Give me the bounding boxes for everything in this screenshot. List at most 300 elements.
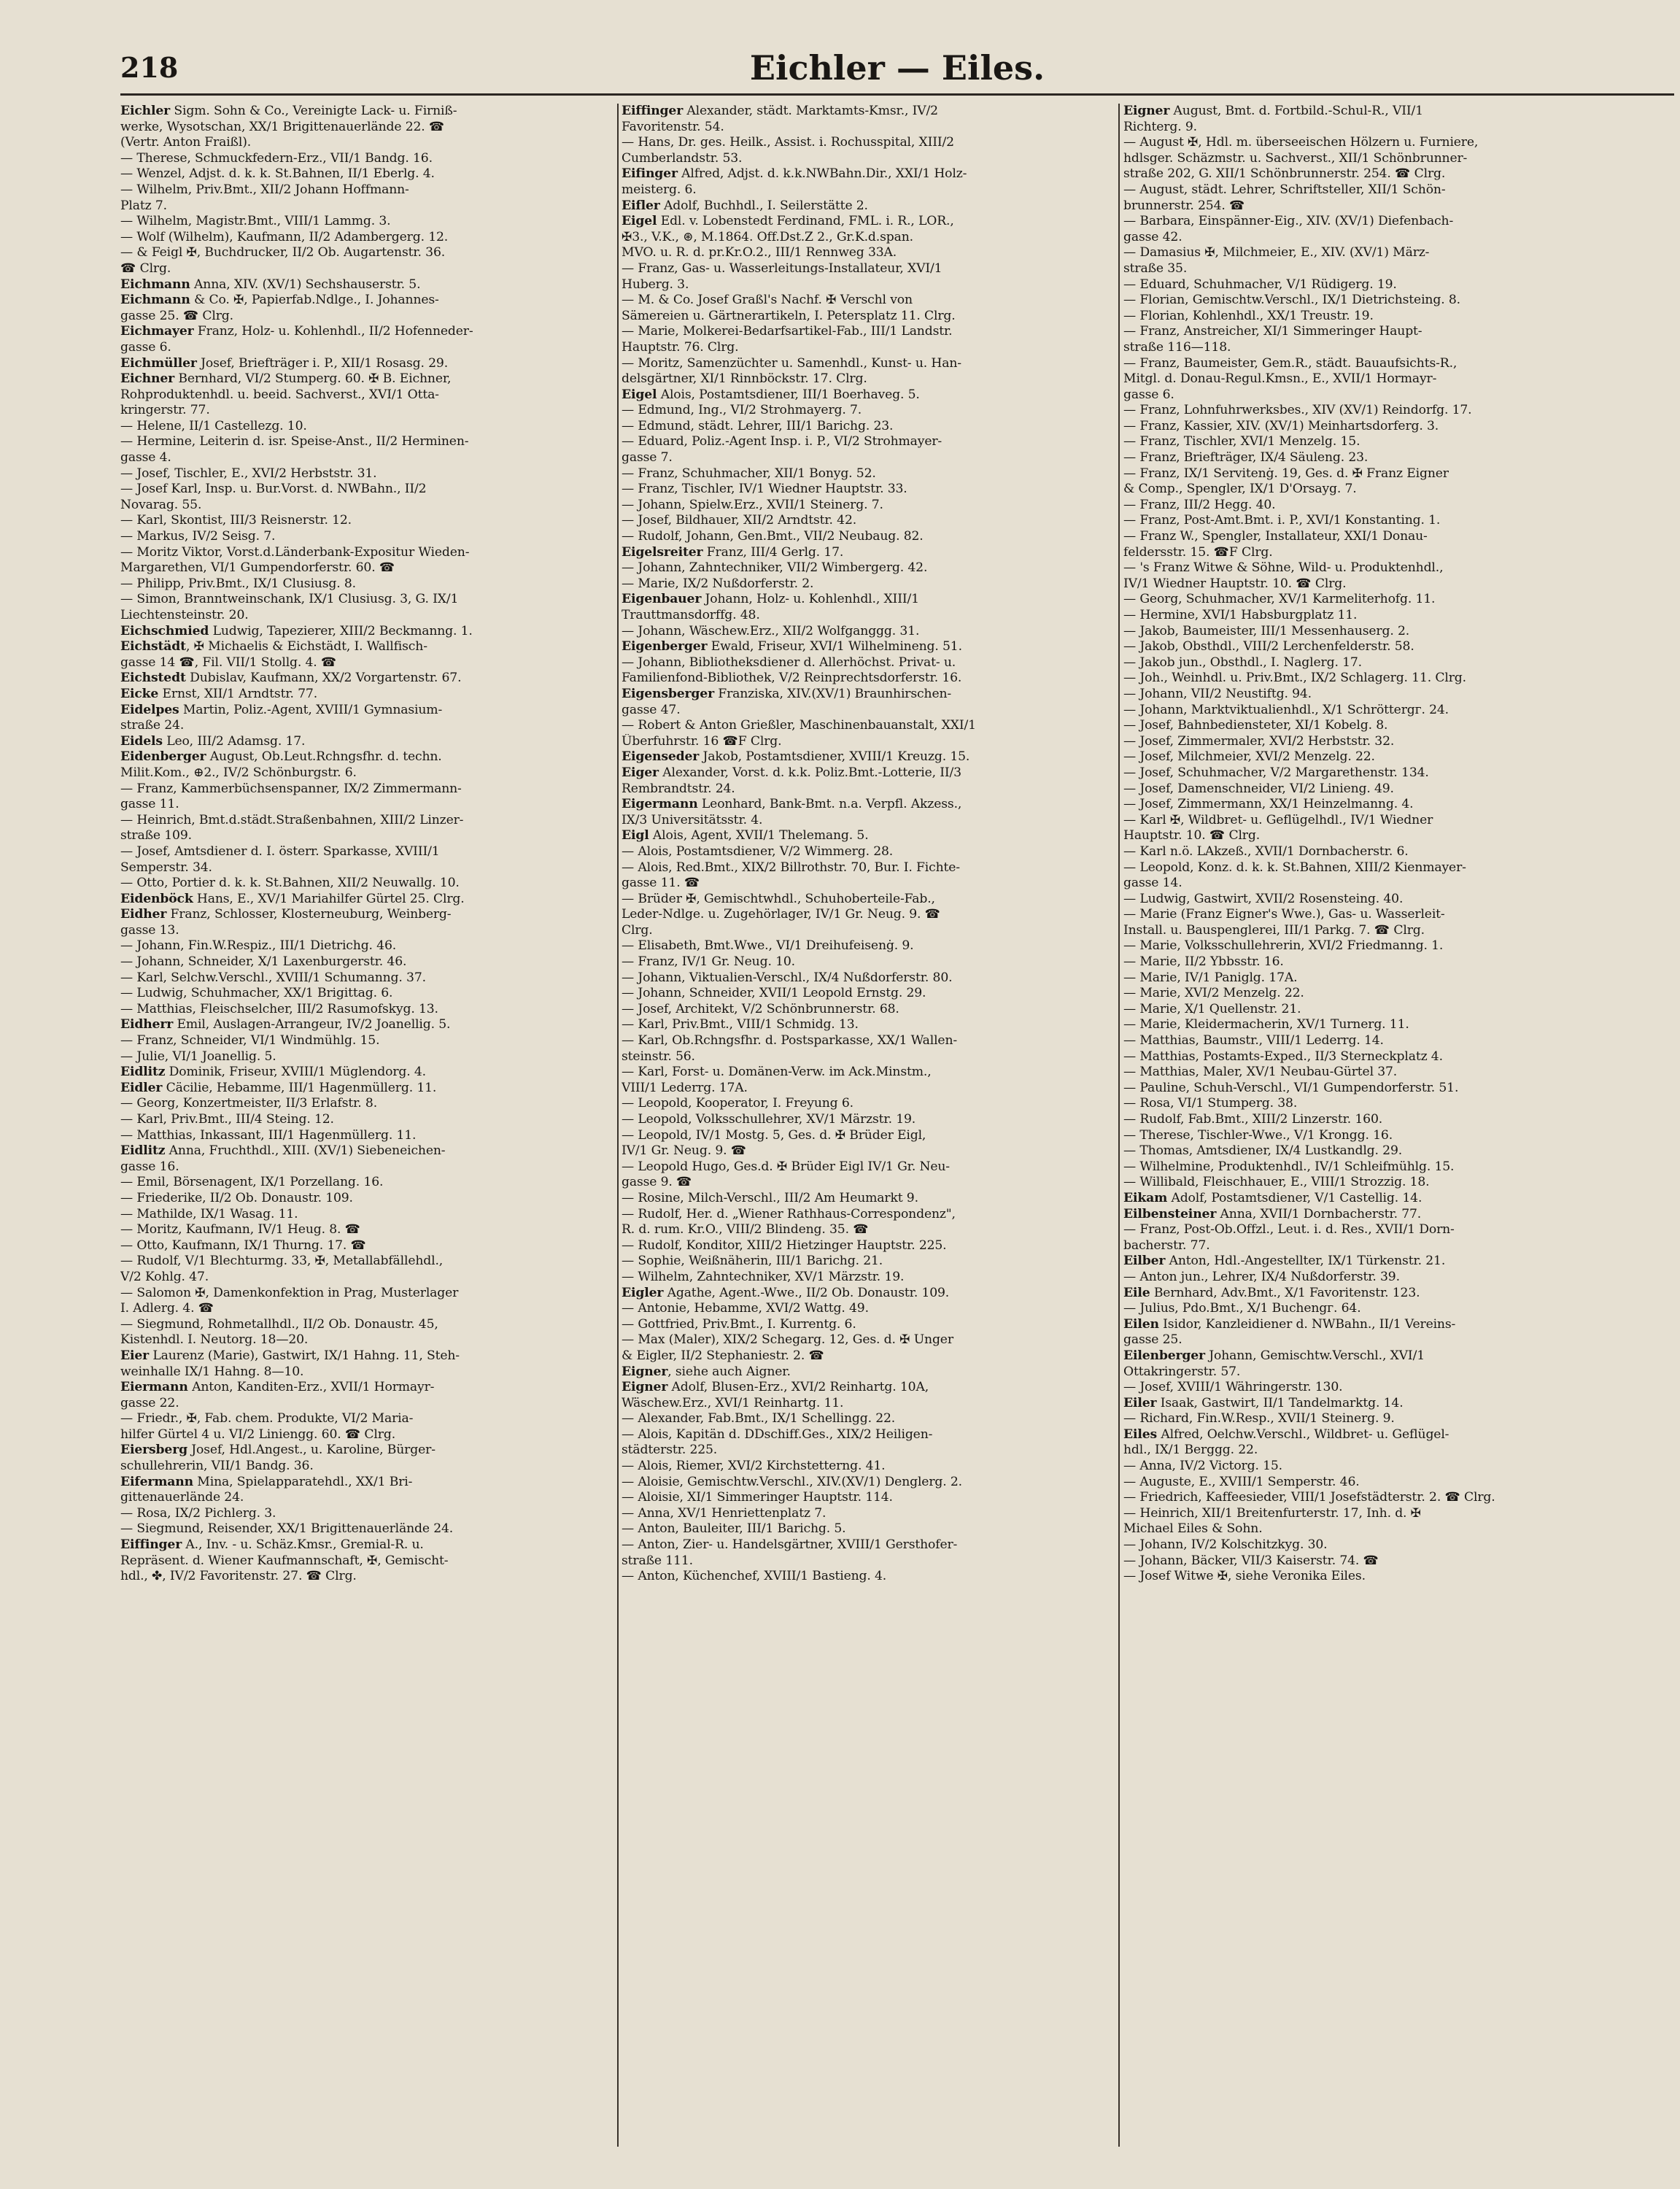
entry-text: — Gottfried, Priv.Bmt., I. Kurrentg. 6.	[622, 1316, 856, 1332]
entry-text: meisterg. 6.	[622, 182, 697, 197]
directory-entry	[622, 1065, 1125, 1081]
directory-entry	[622, 466, 1125, 482]
entry-text: straße 111.	[622, 1553, 693, 1568]
entry-surname: Eiler	[1123, 1395, 1157, 1410]
entry-text: gasse 25.	[1123, 1332, 1182, 1348]
entry-text: — Edmund, städt. Lehrer, III/1 Barichg. 23.	[622, 418, 894, 433]
directory-entry	[1123, 1270, 1627, 1286]
directory-entry	[622, 844, 1125, 860]
directory-entry	[622, 765, 1125, 781]
entry-text: weinhalle IX/1 Hahng. 8—10.	[120, 1364, 304, 1379]
entry-text: gasse 42.	[1123, 229, 1182, 244]
entry-text: — Marie, IV/1 Paniglg. 17A.	[1123, 970, 1298, 985]
directory-entry	[120, 261, 624, 277]
entry-text: Alfred, Adjst. d. k.k.NWBahn.Dir., XXI/1 Holz-	[677, 166, 967, 182]
entry-text: Isaak, Gastwirt, II/1 Tandelmarktg. 14.	[1156, 1395, 1404, 1410]
directory-entry	[1123, 1475, 1627, 1491]
directory-entry	[120, 1254, 624, 1270]
entry-text: — Karl, Selchw.Verschl., XVIII/1 Schumanng. 37.	[120, 970, 426, 985]
entry-text: gasse 25. ☎ Clrg.	[120, 308, 233, 323]
entry-surname: Eiermann	[120, 1380, 188, 1395]
entry-text: gittenauerlände 24.	[120, 1490, 244, 1505]
entry-text: Alois, Postamtsdiener, III/1 Boerhaveg. 5.	[657, 387, 920, 402]
directory-entry	[1123, 907, 1627, 923]
directory-entry	[622, 1396, 1125, 1412]
directory-entry	[120, 1553, 624, 1570]
entry-text: straße 24.	[120, 718, 185, 733]
entry-text: — Friedr., ✠, Fab. chem. Produkte, VI/2 Maria-	[120, 1411, 414, 1426]
entry-text: — Josef, Amtsdiener d. I. österr. Sparkasse, XVIII/1	[120, 843, 440, 859]
entry-text: Favoritenstr. 54.	[622, 119, 724, 134]
directory-entry	[1123, 1175, 1627, 1191]
entry-text: — Rudolf, Johann, Gen.Bmt., VII/2 Neubaug. 82.	[622, 529, 924, 544]
directory-entry	[120, 482, 624, 498]
directory-entry	[120, 245, 624, 261]
entry-text: — Julie, VI/1 Joanellig. 5.	[120, 1049, 276, 1064]
entry-surname: Eifermann	[120, 1474, 193, 1489]
entry-text: — Franz, III/2 Hegg. 40.	[1123, 497, 1276, 512]
directory-entry	[120, 498, 624, 514]
entry-text: — Edmund, Ing., VI/2 Strohmayerg. 7.	[622, 403, 862, 418]
directory-entry	[622, 293, 1125, 309]
directory-entry	[1123, 1569, 1627, 1585]
directory-entry	[120, 513, 624, 529]
entry-surname: Eichschmied	[120, 623, 209, 638]
directory-entry	[120, 104, 624, 120]
entry-text: Überfuhrstr. 16 ☎F Clrg.	[622, 733, 782, 749]
entry-text: & Comp., Spengler, IX/1 D'Orsayg. 7.	[1123, 482, 1357, 497]
directory-entry	[1123, 419, 1627, 435]
directory-entry	[1123, 371, 1627, 387]
directory-entry	[1123, 1380, 1627, 1396]
entry-surname: Eigenseder	[622, 749, 700, 765]
directory-entry	[622, 687, 1125, 703]
directory-entry	[622, 1002, 1125, 1018]
entry-text: — Matthias, Baumstr., VIII/1 Lederrg. 14.	[1123, 1033, 1384, 1049]
entry-text: MVO. u. R. d. pr.Kr.O.2., III/1 Rennweg 33A.	[622, 245, 897, 260]
directory-entry	[622, 1159, 1125, 1175]
entry-text: — Elisabeth, Bmt.Wwe., VI/1 Dreihufeisenġ. 9.	[622, 938, 914, 954]
directory-entry	[120, 419, 624, 435]
directory-entry	[120, 1017, 624, 1033]
entry-text: Hauptstr. 76. Clrg.	[622, 339, 739, 355]
directory-entry	[1123, 1017, 1627, 1033]
directory-entry	[1123, 1143, 1627, 1159]
directory-entry	[1123, 356, 1627, 372]
entry-text: — Friedrich, Kaffeesieder, VIII/1 Josefstädterstr. 2. ☎ Clrg.	[1123, 1490, 1495, 1505]
directory-entry	[622, 576, 1125, 592]
entry-text: Semperstr. 34.	[120, 860, 212, 875]
entry-text: — Otto, Kaufmann, IX/1 Thurng. 17. ☎	[120, 1238, 366, 1253]
column-2	[622, 104, 1125, 2161]
entry-surname: Eiffinger	[120, 1537, 182, 1553]
directory-entry	[120, 371, 624, 387]
entry-surname: Eidenböck	[120, 891, 193, 906]
entry-text: — Franz, Lohnfuhrwerksbes., XIV (XV/1) Reindorfg. 17.	[1123, 403, 1472, 418]
entry-text: — Rosa, IX/2 Pichlerg. 3.	[120, 1505, 276, 1521]
entry-text: Milit.Kom., ⊕2., IV/2 Schönburgstr. 6.	[120, 765, 357, 780]
entry-surname: Eilen	[1123, 1316, 1159, 1332]
entry-text: — Jakob jun., Obsthdl., I. Naglerg. 17.	[1123, 655, 1362, 670]
directory-entry	[120, 450, 624, 466]
entry-text: — Wilhelm, Magistr.Bmt., VIII/1 Lammg. 3.	[120, 214, 391, 229]
directory-entry	[622, 1033, 1125, 1049]
directory-entry	[120, 166, 624, 182]
directory-entry	[622, 624, 1125, 640]
entry-text: — Josef, Damenschneider, VI/2 Linieng. 49.	[1123, 781, 1394, 796]
entry-text: Margarethen, VI/1 Gumpendorferstr. 60. ☎	[120, 560, 395, 576]
entry-text: kringerstr. 77.	[120, 403, 210, 418]
entry-text: Cumberlandstr. 53.	[622, 150, 743, 166]
entry-text: Franz, III/4 Gerlg. 17.	[702, 544, 844, 560]
entry-text: — Heinrich, Bmt.d.städt.Straßenbahnen, XIII/2 Linzer-	[120, 812, 464, 827]
directory-entry	[622, 1317, 1125, 1333]
directory-entry	[120, 1348, 624, 1364]
directory-entry	[120, 876, 624, 892]
entry-text: Michael Eiles & Sohn.	[1123, 1521, 1263, 1537]
directory-entry	[1123, 844, 1627, 860]
directory-entry	[622, 151, 1125, 167]
directory-entry	[1123, 529, 1627, 545]
entry-text: straße 35.	[1123, 260, 1188, 276]
directory-entry	[1123, 261, 1627, 277]
entry-text: — Johann, Schneider, XVII/1 Leopold Ernstg. 29.	[622, 986, 926, 1001]
entry-text: — Thomas, Amtsdiener, IX/4 Lustkandlg. 29.	[1123, 1143, 1403, 1159]
entry-text: — Leopold, IV/1 Mostg. 5, Ges. d. ✠ Brüder Eigl,	[622, 1127, 926, 1143]
entry-surname: Eiger	[622, 765, 659, 780]
directory-entry	[120, 954, 624, 970]
entry-surname: Eichstedt	[120, 671, 186, 686]
directory-entry	[120, 277, 624, 293]
entry-surname: Eidlitz	[120, 1143, 166, 1159]
directory-entry	[622, 371, 1125, 387]
directory-entry	[120, 1270, 624, 1286]
entry-text: ✠3., V.K., ⊛, M.1864. Off.Dst.Z 2., Gr.K.d.span.	[622, 229, 913, 244]
directory-entry	[622, 970, 1125, 987]
directory-entry	[622, 309, 1125, 325]
directory-entry	[622, 655, 1125, 671]
entry-text: August, Ob.Leut.Rchngsfhr. d. techn.	[206, 749, 442, 765]
entry-text: — Ludwig, Gastwirt, XVII/2 Rosensteing. 40.	[1123, 891, 1404, 906]
directory-entry	[120, 340, 624, 356]
directory-entry	[622, 1521, 1125, 1537]
entry-text: — Leopold Hugo, Ges.d. ✠ Brüder Eigl IV/1 Gr. Neu-	[622, 1159, 950, 1174]
directory-entry	[622, 1207, 1125, 1223]
directory-entry	[1123, 986, 1627, 1002]
directory-entry	[622, 450, 1125, 466]
entry-text: — Matthias, Fleischselcher, III/2 Rasumofskyg. 13.	[120, 1001, 438, 1016]
entry-text: Josef, Hdl.Angest., u. Karoline, Bürger-	[187, 1443, 436, 1458]
entry-text: — Marie, Molkerei-Bedarfsartikel-Fab., III/1 Landstr.	[622, 324, 953, 339]
entry-text: Josef, Briefträger i. P., XII/1 Rosasg. 29.	[196, 355, 449, 371]
entry-surname: Eilenberger	[1123, 1348, 1205, 1363]
directory-entry	[622, 907, 1125, 923]
entry-text: — Karl n.ö. LAkzeß., XVII/1 Dornbacherstr. 6.	[1123, 843, 1409, 859]
directory-entry	[120, 387, 624, 404]
entry-text: , ✠ Michaelis & Eichstädt, I. Wallfisch-	[185, 639, 427, 655]
entry-surname: Eichmann	[120, 277, 190, 292]
directory-entry	[622, 1427, 1125, 1443]
directory-entry	[1123, 1081, 1627, 1097]
directory-entry	[1123, 1128, 1627, 1144]
entry-surname: Eigensberger	[622, 686, 714, 701]
entry-text: bacherstr. 77.	[1123, 1238, 1210, 1253]
entry-text: — Josef, Bahnbediensteter, XI/1 Kobelg. 8.	[1123, 718, 1388, 733]
entry-text: — Friederike, II/2 Ob. Donaustr. 109.	[120, 1190, 353, 1205]
directory-entry	[622, 166, 1125, 182]
directory-entry	[120, 1222, 624, 1238]
entry-text: brunnerstr. 254. ☎	[1123, 198, 1245, 213]
entry-text: — Rudolf, Fab.Bmt., XIII/2 Linzerstr. 160.	[1123, 1112, 1383, 1127]
directory-entry	[120, 1317, 624, 1333]
entry-text: Dominik, Friseur, XVIII/1 Müglendorg. 4.	[165, 1065, 426, 1080]
entry-text: — Otto, Portier d. k. k. St.Bahnen, XII/2 Neuwallg. 10.	[120, 876, 460, 891]
column-3	[1123, 104, 1627, 2161]
entry-text: — Jakob, Obsthdl., VIII/2 Lerchenfelderstr. 58.	[1123, 639, 1414, 655]
directory-entry	[120, 813, 624, 829]
directory-entry	[1123, 340, 1627, 356]
entry-text: — Josef, Zimmermaler, XVI/2 Herbststr. 32.	[1123, 733, 1395, 749]
entry-text: schullehrerin, VII/1 Bandg. 36.	[120, 1459, 314, 1474]
header-rule	[120, 93, 1674, 96]
entry-text: — M. & Co. Josef Graßl's Nachf. ✠ Verschl von	[622, 293, 913, 308]
directory-entry	[1123, 1521, 1627, 1537]
directory-entry	[1123, 1427, 1627, 1443]
entry-text: — Heinrich, XII/1 Breitenfurterstr. 17, Inh. d. ✠	[1123, 1505, 1421, 1521]
entry-text: — Rosine, Milch-Verschl., III/2 Am Heumarkt 9.	[622, 1190, 918, 1205]
entry-text: Trauttmansdorffg. 48.	[622, 608, 760, 622]
entry-text: — Josef, Bildhauer, XII/2 Arndtstr. 42.	[622, 513, 857, 528]
directory-entry	[622, 1128, 1125, 1144]
entry-text: gasse 11. ☎	[622, 876, 700, 891]
directory-entry	[1123, 182, 1627, 198]
directory-entry	[120, 923, 624, 939]
entry-text: — Karl, Forst- u. Domänen-Verw. im Ack.Minstm.,	[622, 1065, 932, 1080]
entry-text: — Simon, Branntweinschank, IX/1 Clusiusg. 3, G. IX/1	[120, 592, 459, 607]
directory-entry	[622, 120, 1125, 136]
directory-entry	[1123, 813, 1627, 829]
entry-text: Mitgl. d. Donau-Regul.Kmsn., E., XVII/1 Hormayr-	[1123, 371, 1437, 387]
entry-text: Huberg. 3.	[622, 277, 689, 292]
entry-text: Richterg. 9.	[1123, 119, 1197, 134]
directory-entry	[120, 1411, 624, 1427]
entry-text: — Alois, Postamtsdiener, V/2 Wimmerg. 28.	[622, 843, 894, 859]
entry-text: — Marie, Kleidermacherin, XV/1 Turnerg. 11.	[1123, 1017, 1409, 1032]
directory-entry	[1123, 687, 1627, 703]
directory-entry	[120, 1475, 624, 1491]
directory-entry	[622, 1238, 1125, 1254]
entry-surname: Eidels	[120, 733, 163, 749]
entry-text: — Franz, Tischler, XVI/1 Menzelg. 15.	[1123, 434, 1360, 449]
directory-entry	[120, 892, 624, 908]
entry-text: Mina, Spielapparatehdl., XX/1 Bri-	[193, 1474, 413, 1489]
entry-text: gasse 11.	[120, 797, 179, 812]
directory-entry	[120, 765, 624, 781]
entry-surname: Eichmüller	[120, 355, 197, 371]
entry-surname: Eigelsreiter	[622, 544, 703, 560]
entry-text: — Marie, II/2 Ybbsstr. 16.	[1123, 954, 1284, 970]
directory-entry	[1123, 1332, 1627, 1348]
directory-entry	[1123, 1364, 1627, 1381]
entry-text: Leonhard, Bank-Bmt. n.a. Verpfl. Akzess.,	[697, 797, 962, 812]
directory-entry	[1123, 104, 1627, 120]
directory-entry	[1123, 324, 1627, 340]
directory-entry	[1123, 166, 1627, 182]
directory-entry	[622, 1553, 1125, 1570]
directory-entry	[1123, 938, 1627, 954]
entry-text: — Johann, Marktviktualienhdl., X/1 Schröttergг. 24.	[1123, 702, 1449, 717]
entry-text: — Ludwig, Schuhmacher, XX/1 Brigittag. 6.	[120, 986, 393, 1001]
directory-entry	[622, 182, 1125, 198]
directory-entry	[120, 1332, 624, 1348]
entry-text: Ottakringerstr. 57.	[1123, 1364, 1241, 1379]
entry-text: — Josef, XVIII/1 Währingerstr. 130.	[1123, 1380, 1343, 1395]
entry-text: — Salomon ✠, Damenkonfektion in Prag, Musterlager	[120, 1285, 459, 1300]
directory-entry	[1123, 781, 1627, 798]
directory-entry	[622, 1112, 1125, 1128]
directory-entry	[120, 1506, 624, 1522]
entry-text: — Rudolf, V/1 Blechturmg. 33, ✠, Metallabfällehdl.,	[120, 1254, 444, 1269]
directory-entry	[1123, 1159, 1627, 1175]
entry-text: — Johann, Fin.W.Respiz., III/1 Dietrichg. 46.	[120, 938, 397, 954]
entry-text: — Moritz Viktor, Vorst.d.Länderbank-Expositur Wieden-	[120, 544, 470, 560]
entry-text: Repräsent. d. Wiener Kaufmannschaft, ✠, Gemischt-	[120, 1553, 449, 1568]
entry-text: Emil, Auslagen-Arrangeur, IV/2 Joanellig. 5.	[173, 1017, 451, 1032]
directory-entry	[1123, 387, 1627, 404]
directory-entry	[1123, 1049, 1627, 1065]
entry-text: — Anna, XV/1 Henriettenplatz 7.	[622, 1505, 827, 1521]
directory-entry	[1123, 1254, 1627, 1270]
entry-surname: Eiles	[1123, 1426, 1158, 1442]
entry-surname: Eigner	[1123, 104, 1170, 118]
entry-text: Laurenz (Marie), Gastwirt, IX/1 Hahng. 11, Steh-	[149, 1348, 460, 1363]
entry-surname: Eiersberg	[120, 1443, 187, 1458]
entry-text: delsgärtner, XI/1 Rinnböckstr. 17. Clrg.	[622, 371, 867, 387]
entry-text: Johann, Holz- u. Kohlenhdl., XIII/1	[701, 592, 919, 607]
entry-surname: Eigel	[622, 387, 657, 402]
directory-entry	[120, 434, 624, 450]
entry-text: — Hermine, XVI/1 Habsburgplatz 11.	[1123, 608, 1358, 622]
directory-entry	[622, 1332, 1125, 1348]
entry-surname: Eidherr	[120, 1017, 174, 1032]
directory-entry	[1123, 892, 1627, 908]
directory-entry	[120, 545, 624, 561]
directory-entry	[1123, 1490, 1627, 1506]
directory-entry	[1123, 135, 1627, 151]
directory-entry	[1123, 277, 1627, 293]
directory-entry	[1123, 434, 1627, 450]
directory-entry	[622, 1443, 1125, 1459]
entry-text: städterstr. 225.	[622, 1443, 718, 1458]
entry-text: Wäschew.Erz., XVI/1 Reinhartg. 11.	[622, 1395, 844, 1410]
entry-text: Anna, XIV. (XV/1) Sechshauserstr. 5.	[190, 277, 421, 292]
entry-text: — Pauline, Schuh-Verschl., VI/1 Gumpendorferstr. 51.	[1123, 1080, 1459, 1095]
entry-text: gasse 6.	[1123, 387, 1174, 402]
entry-surname: Eiffinger	[622, 104, 684, 118]
entry-text: , siehe auch Aigner.	[667, 1364, 791, 1379]
entry-text: — Philipp, Priv.Bmt., IX/1 Clusiusg. 8.	[120, 576, 356, 591]
directory-entry	[120, 1002, 624, 1018]
directory-entry	[120, 1033, 624, 1049]
directory-entry	[120, 1521, 624, 1537]
entry-surname: Eigner	[622, 1364, 668, 1379]
entry-text: Cäcilie, Hebamme, III/1 Hagenmüllerg. 11.	[162, 1080, 437, 1095]
directory-entry	[622, 1017, 1125, 1033]
directory-entry	[120, 1443, 624, 1459]
directory-entry	[120, 655, 624, 671]
entry-text: — Joh., Weinhdl. u. Priv.Bmt., IX/2 Schlagerg. 11. Clrg.	[1123, 671, 1466, 686]
entry-text: — Josef, Architekt, V/2 Schönbrunnerstr. 68.	[622, 1001, 899, 1016]
directory-entry	[622, 104, 1125, 120]
entry-text: — Therese, Schmuckfedern-Erz., VII/1 Bandg. 16.	[120, 150, 433, 166]
directory-entry	[622, 324, 1125, 340]
entry-text: Johann, Gemischtw.Verschl., XVI/1	[1204, 1348, 1425, 1363]
directory-entry	[622, 387, 1125, 404]
entry-text: Sigm. Sohn & Co., Vereinigte Lack- u. Firniß-	[170, 104, 457, 118]
page-number: 218	[120, 51, 179, 84]
directory-entry	[1123, 797, 1627, 813]
entry-text: — Franz, Kammerbüchsenspanner, IX/2 Zimmermann-	[120, 781, 462, 796]
directory-entry	[622, 781, 1125, 798]
directory-entry	[120, 1191, 624, 1207]
entry-text: Alexander, städt. Marktamts-Kmsr., IV/2	[683, 104, 938, 118]
directory-entry	[120, 1396, 624, 1412]
directory-entry	[120, 1301, 624, 1317]
directory-entry	[622, 482, 1125, 498]
directory-entry	[622, 419, 1125, 435]
directory-entry	[622, 1254, 1125, 1270]
directory-entry	[120, 182, 624, 198]
entry-text: — Karl, Priv.Bmt., III/4 Steing. 12.	[120, 1112, 334, 1127]
entry-surname: Eile	[1123, 1285, 1150, 1300]
entry-surname: Eikam	[1123, 1190, 1168, 1205]
entry-text: — Karl, Ob.Rchngsfhr. d. Postsparkasse, XX/1 Wallen-	[622, 1033, 958, 1049]
directory-entry	[120, 1175, 624, 1191]
directory-entry	[120, 749, 624, 765]
entry-text: hilfer Gürtel 4 u. VI/2 Liniengg. 60. ☎ Clrg.	[120, 1426, 396, 1442]
entry-text: — Eduard, Poliz.-Agent Insp. i. P., VI/2 Strohmayer-	[622, 434, 942, 449]
directory-entry	[622, 749, 1125, 765]
entry-text: Install. u. Bauspenglerei, III/1 Parkg. 7. ☎ Clrg.	[1123, 922, 1425, 938]
directory-entry	[1123, 293, 1627, 309]
entry-text: I. Adlerg. 4. ☎	[120, 1301, 214, 1316]
directory-entry	[622, 718, 1125, 734]
entry-text: — Wenzel, Adjst. d. k. k. St.Bahnen, II/1 Eberlg. 4.	[120, 166, 435, 182]
entry-text: — Johann, Schneider, X/1 Laxenburgerstr. 46.	[120, 954, 407, 970]
entry-text: Franziska, XIV.(XV/1) Braunhirschen-	[713, 686, 952, 701]
entry-text: — Johann, IV/2 Kolschitzkyg. 30.	[1123, 1537, 1328, 1553]
entry-text: — Anton, Zier- u. Handelsgärtner, XVIII/1 Gersthofer-	[622, 1537, 958, 1553]
entry-text: — Marie, IX/2 Nußdorferstr. 2.	[622, 576, 814, 591]
directory-entry	[1123, 1002, 1627, 1018]
directory-entry	[120, 1459, 624, 1475]
entry-text: straße 202, G. XII/1 Schönbrunnerstr. 254. ☎ Clrg.	[1123, 166, 1446, 182]
directory-entry	[622, 938, 1125, 954]
directory-entry	[1123, 214, 1627, 230]
entry-text: — Johann, Bibliotheksdiener d. Allerhöchst. Privat- u.	[622, 655, 956, 670]
directory-entry	[120, 135, 624, 151]
directory-entry	[1123, 1191, 1627, 1207]
entry-text: — & Feigl ✠, Buchdrucker, II/2 Ob. Augartenstr. 36.	[120, 245, 446, 260]
entry-text: — Franz, Kassier, XIV. (XV/1) Meinhartsdorferg. 3.	[1123, 418, 1439, 433]
entry-text: — Franz, Post-Ob.Offzl., Leut. i. d. Res., XVII/1 Dorn-	[1123, 1222, 1455, 1238]
directory-entry	[1123, 876, 1627, 892]
entry-text: — 's Franz Witwe & Söhne, Wild- u. Produktenhdl.,	[1123, 560, 1444, 576]
directory-entry	[622, 1411, 1125, 1427]
entry-text: — Rosa, VI/1 Stumperg. 38.	[1123, 1096, 1298, 1111]
directory-entry	[120, 860, 624, 876]
directory-entry	[1123, 828, 1627, 844]
